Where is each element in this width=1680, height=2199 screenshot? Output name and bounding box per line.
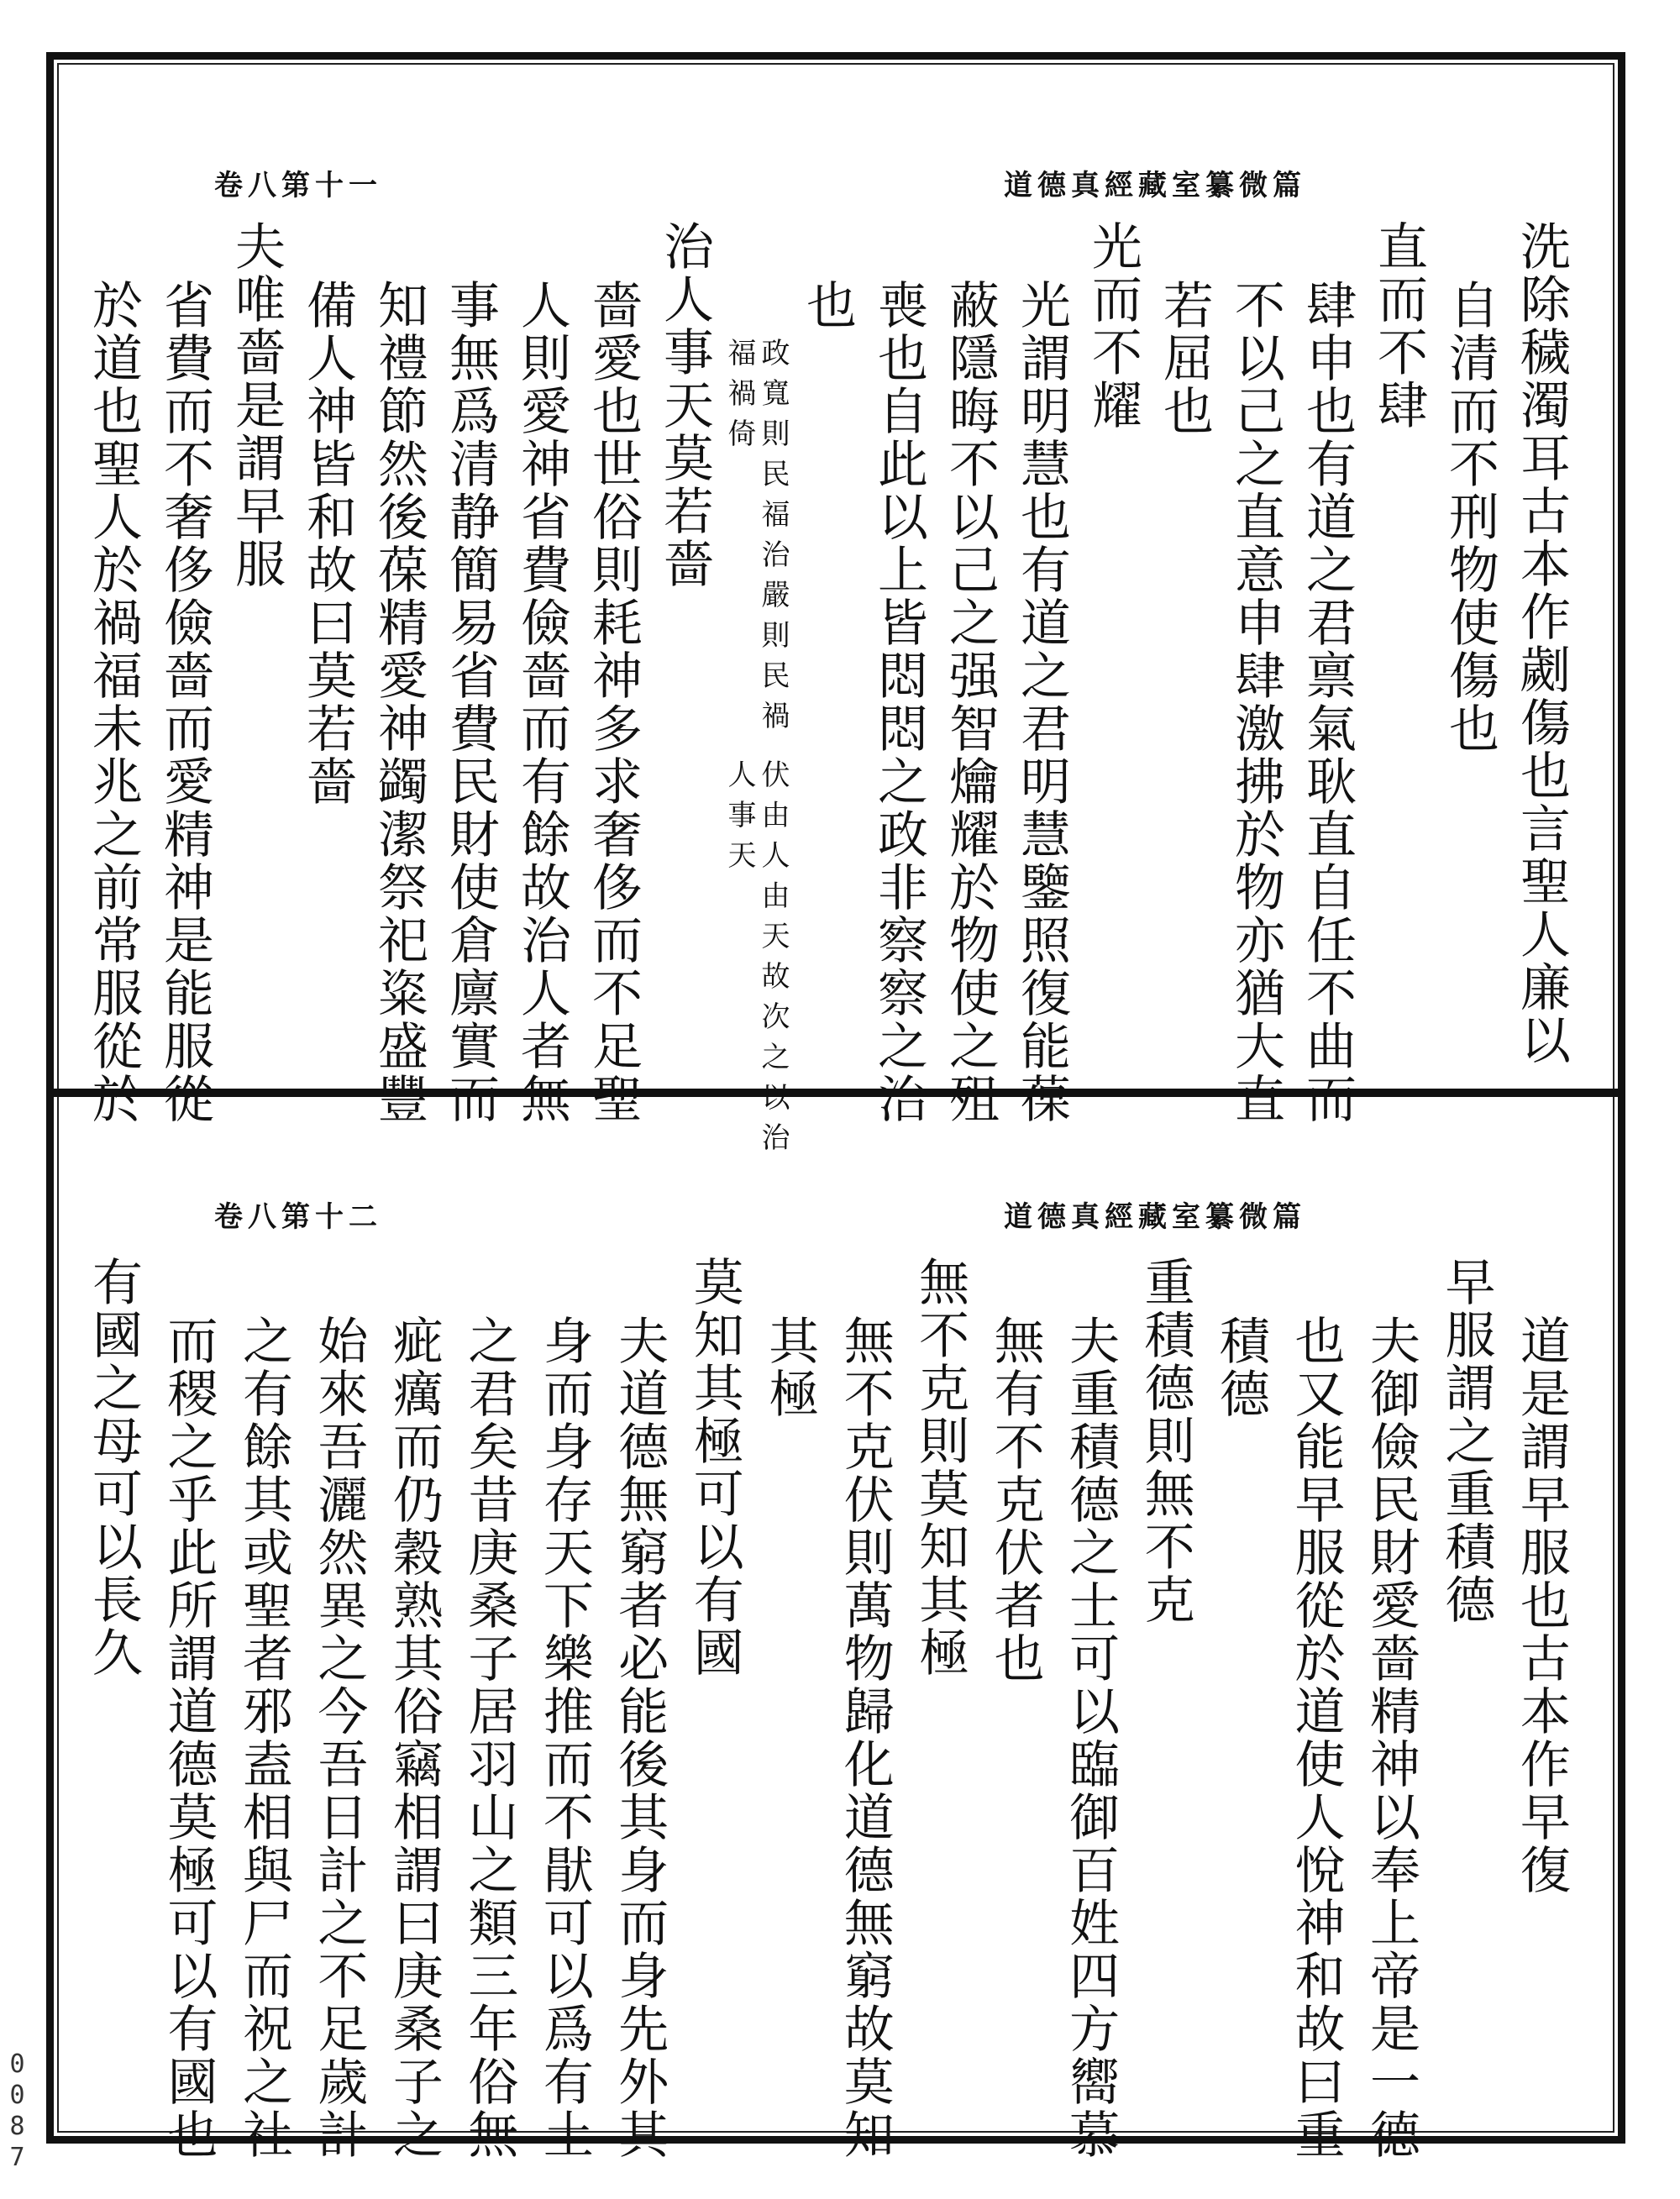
bottom-column: 之君矣昔庚桑子居羽山之類三年俗無 [459,1315,519,2161]
bottom-column: 夫道德無窮者必能後其身而身先外其 [610,1315,669,2161]
top-header [214,161,1306,203]
bottom-column: 重積德則無不克 [1136,1256,1195,1626]
bottom-column: 早服謂之重積德 [1436,1256,1496,1626]
top-column: 人則愛神省費儉嗇而有餘故治人者無 [512,279,571,1126]
bottom-column: 始來吾灑然異之今吾日計之不足歲計 [309,1315,369,2161]
top-column: 治人事天莫若嗇 [655,220,714,590]
top-column: 光而不耀 [1084,220,1142,432]
bottom-column: 無不克則莫知其極 [911,1256,970,1679]
top-column: 夫唯嗇是謂早服 [227,220,286,590]
top-column: 若屈也 [1155,279,1214,438]
top-column: 喪也自此以上皆悶悶之政非察察之治 [869,279,928,1126]
bottom-column: 之有餘其或聖者邪盍相與尸而祝之社 [234,1315,293,2161]
top-column: 自清而不刑物使傷也 [1441,279,1499,755]
top-column: 蔽隱晦不以己之强智爚耀於物使之殂 [941,279,1000,1126]
bottom-column: 積德 [1211,1315,1271,1420]
top-column: 直而不肆 [1369,220,1428,432]
bottom-column: 疵癘而仍穀熟其俗竊相謂曰庚桑子之 [384,1315,444,2161]
bottom-column: 也又能早服從於道使人悅神和故曰重 [1286,1315,1346,2161]
bottom-column: 無有不克伏者也 [985,1315,1045,1685]
top-column: 不以己之直意申肆激拂於物亦猶大直 [1226,279,1285,1126]
bottom-panel [63,1109,1609,2161]
top-column: 也 [798,279,857,332]
top-column: 洗除穢濁耳古本作劌傷也言聖人廉以 [1512,220,1571,1067]
top-text-columns [80,220,1575,1162]
top-panel [63,69,1609,1162]
top-column: 於道也聖人於禍福未兆之前常服從於 [84,279,143,1126]
top-column: 肆申也有道之君禀氣耿直自任不曲而 [1298,279,1357,1126]
bottom-column: 道是謂早服也古本作早復 [1511,1315,1571,1897]
bottom-header [214,1193,1306,1235]
top-annotation [722,220,790,1178]
top-column: 省費而不奢侈儉嗇而愛精神是能服從 [155,279,214,1126]
bottom-column: 夫重積德之士可以臨御百姓四方嚮慕 [1061,1315,1121,2161]
bottom-column: 無不克伏則萬物歸化道德無窮故莫知 [835,1315,895,2161]
top-column: 事無爲清静簡易省費民財使倉廪實而 [441,279,500,1126]
side-page-number: 0087 [3,2049,32,2174]
bottom-header-title: 道德真經藏室纂微篇 [1004,1199,1306,1234]
top-annotation-line: 伏由人由天故次之以治人事天 [722,759,790,1162]
bottom-column: 有國之母可以長久 [84,1256,143,1679]
bottom-column: 夫御儉民財愛嗇精神以奉上帝是一德 [1361,1315,1420,2161]
top-header-page: 卷八第十一 [214,168,382,202]
top-column: 備人神皆和故曰莫若嗇 [298,279,357,808]
bottom-column: 其極 [760,1315,820,1420]
bottom-column: 莫知其極可以有國 [685,1256,744,1679]
bottom-column: 而稷之乎此所謂道德莫極可以有國也 [159,1315,218,2161]
bottom-header-page: 卷八第十二 [214,1199,382,1234]
top-column: 光謂明慧也有道之君明慧鑒照復能葆 [1012,279,1071,1126]
top-column: 知禮節然後葆精愛神蠲潔祭祀粢盛豐 [370,279,428,1126]
bottom-column: 身而身存天下樂推而不猒可以爲有土 [534,1315,594,2161]
bottom-text-columns [80,1256,1575,2161]
top-header-title: 道德真經藏室纂微篇 [1004,168,1306,202]
top-annotation-line: 政寬則民福治嚴則民禍福禍倚 [722,338,790,741]
top-column: 嗇愛也世俗則耗神多求奢侈而不足聖 [584,279,643,1126]
